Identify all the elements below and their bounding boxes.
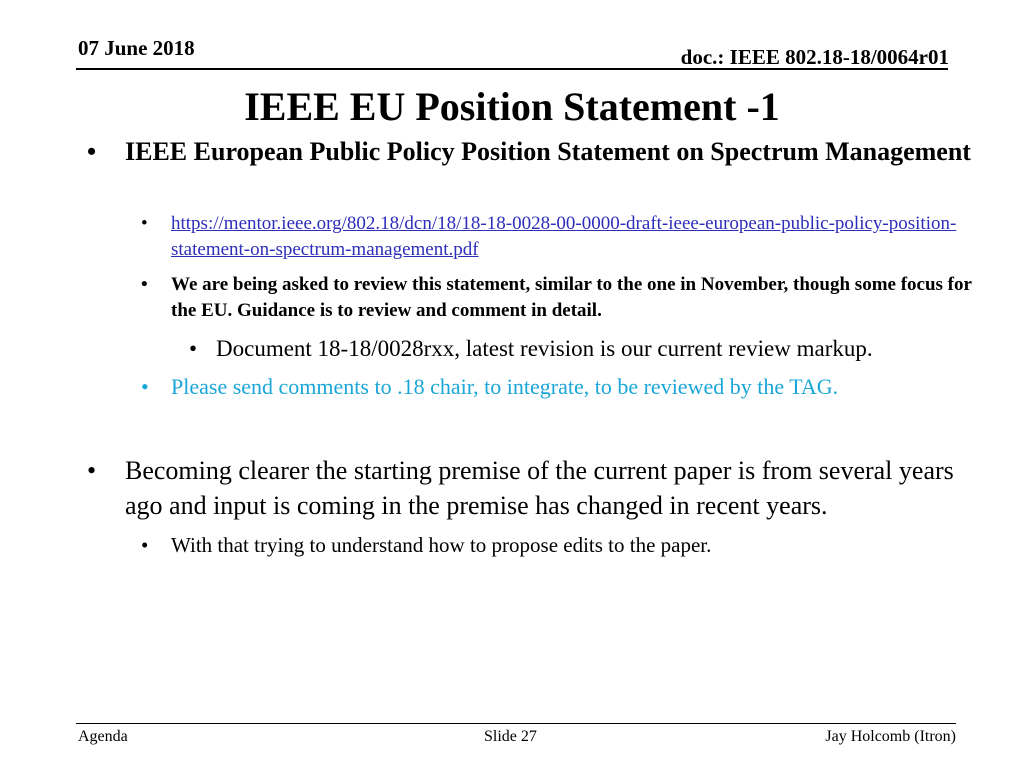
header-doc-id: doc.: IEEE 802.18-18/0064r01 [680,45,949,69]
header-date: 07 June 2018 [78,36,195,60]
bullet-item-1 [87,134,985,169]
bullet-icon: • [141,374,149,399]
sub-bullet-review-text: We are being asked to review this statement, similar to the one in November, though some focus for the EU. Guidance is to review and comment in detail. [171,274,972,321]
footer-author: Jay Holcomb (Itron) [825,728,956,745]
header-divider [76,68,948,70]
slide-number: Slide 27 [484,728,537,745]
bullet-icon: • [189,336,198,361]
bullet-item-2-text: Becoming clearer the starting premise of the current paper is from several years ago and input is coming in the premise has changed in recent years. [125,456,954,520]
bullet-icon: • [141,213,148,234]
slide-title: IEEE EU Position Statement -1 [244,84,780,129]
sub-sub-bullet-document-text: Document 18-18/0028rxx, latest revision is our current review markup. [216,336,873,361]
sub-bullet-link [141,211,1001,263]
bullet-item-2 [87,453,985,523]
sub-bullet-edits [141,531,1001,559]
sub-bullet-edits-text: With that trying to understand how to propose edits to the paper. [171,533,712,557]
document-link[interactable]: https://mentor.ieee.org/802.18/dcn/18/18-18-0028-00-0000-draft-ieee-european-public-policy-position-statement-on-spectrum-management.pdf [171,213,957,260]
sub-bullet-comments [141,372,1001,402]
footer-divider [76,723,956,724]
bullet-icon: • [141,274,148,295]
bullet-icon: • [87,137,97,166]
bullet-icon: • [87,456,97,485]
sub-sub-bullet-document [189,334,996,364]
bullet-icon: • [141,533,149,557]
sub-bullet-review [141,272,1001,324]
bullet-item-1-text: IEEE European Public Policy Position Statement on Spectrum Management [125,137,971,166]
sub-bullet-comments-text: Please send comments to .18 chair, to integrate, to be reviewed by the TAG. [171,374,839,399]
footer-left: Agenda [78,728,128,745]
